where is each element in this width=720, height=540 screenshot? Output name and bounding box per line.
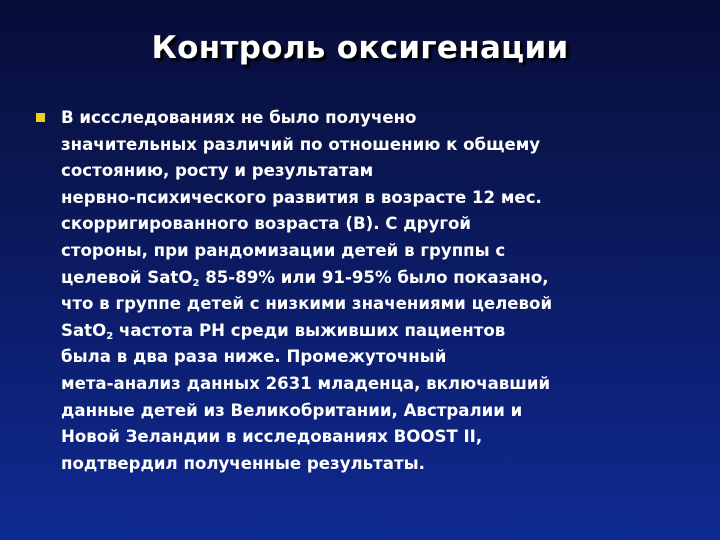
text-line: что в группе детей с низкими значениями целевой (61, 294, 553, 314)
text-line: данные детей из Великобритании, Австралии и (61, 400, 523, 420)
text-line (61, 265, 701, 292)
text-line: скорригированного возраста (В). С другой (61, 214, 472, 234)
text-fragment: SatO (61, 320, 107, 340)
text-line: подтвердил полученные результаты. (61, 453, 425, 473)
text-line: нервно-психического развития в возрасте 12 мес. (61, 187, 542, 207)
bullet-paragraph (61, 105, 701, 477)
text-fragment: целевой SatO (61, 267, 193, 287)
text-line: стороны, при рандомизации детей в группы с (61, 240, 506, 260)
text-line: В иссследованиях не было получено (61, 108, 417, 127)
text-line: была в два раза ниже. Промежуточный (61, 347, 447, 367)
bullet-square-icon (36, 113, 45, 122)
text-line: Новой Зеландии в исследованиях BOOST II, (61, 427, 483, 447)
text-fragment: частота РН среди выживших пациентов (113, 320, 506, 340)
slide-title: Контроль оксигенации (151, 30, 569, 66)
text-fragment: 85-89% или 91-95% было показано, (199, 267, 549, 287)
subscript: 2 (106, 330, 114, 342)
text-line: мета-анализ данных 2631 младенца, включавший (61, 373, 551, 393)
text-line: состоянию, росту и результатам (61, 161, 374, 181)
subscript: 2 (192, 277, 200, 289)
text-line (61, 318, 701, 345)
text-line: значительных различий по отношению к общему (61, 134, 541, 154)
